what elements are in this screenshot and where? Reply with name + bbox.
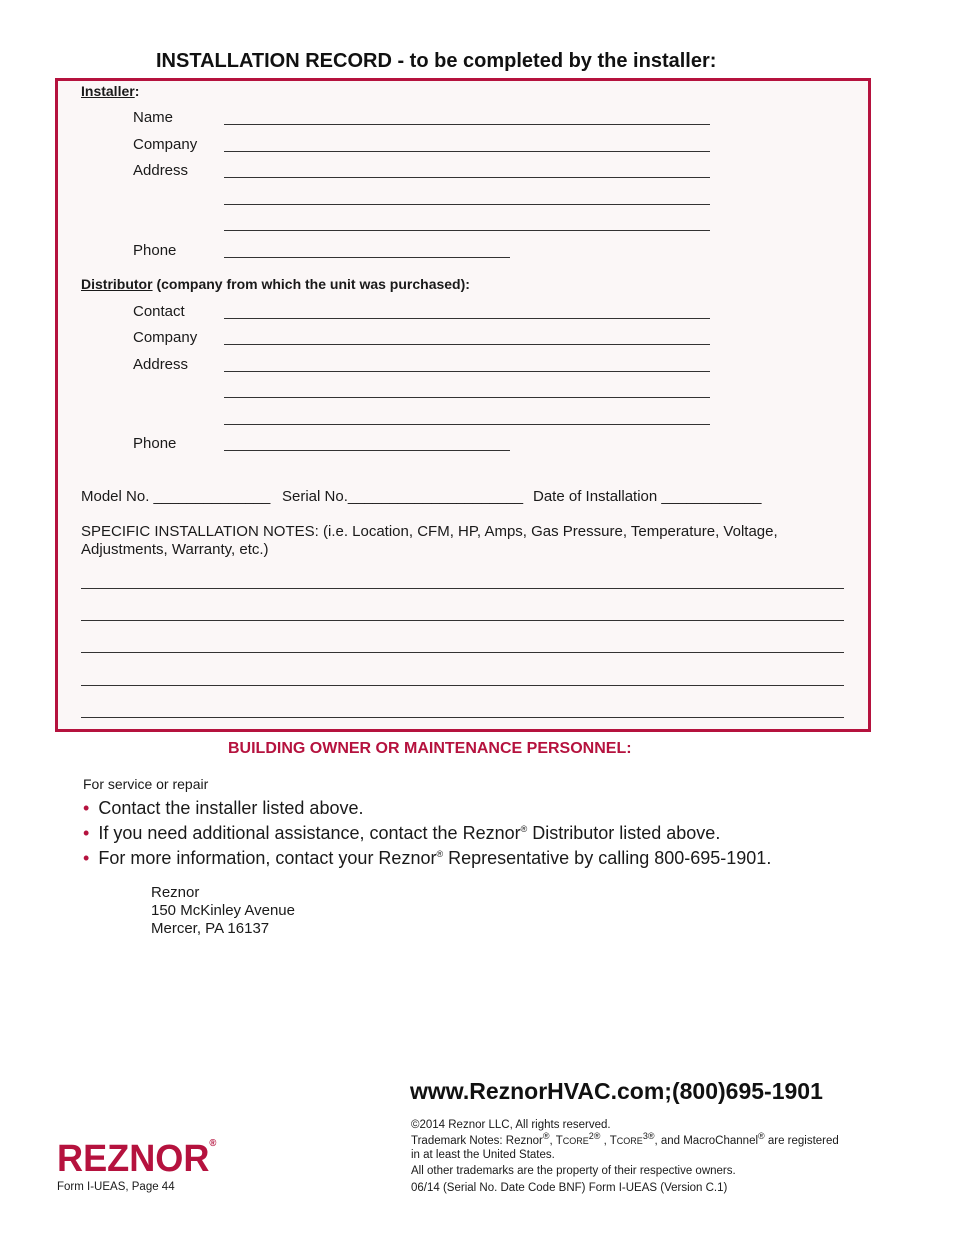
- logo-registered-mark: ®: [209, 1138, 217, 1149]
- notes-heading: SPECIFIC INSTALLATION NOTES: (i.e. Location, CFM, HP, Amps, Gas Pressure, Temperature, Voltage,: [81, 523, 778, 540]
- distributor-label: Distributor: [81, 276, 153, 292]
- installer-name-field[interactable]: [224, 124, 710, 125]
- address-line-1: Reznor: [151, 884, 200, 901]
- address-line-3: Mercer, PA 16137: [151, 920, 270, 937]
- distributor-phone-field[interactable]: [224, 450, 510, 451]
- installer-label: Installer: [81, 83, 135, 99]
- registered-mark: ®: [758, 1131, 765, 1142]
- installer-address-field-1[interactable]: [224, 177, 710, 178]
- installer-company-label: Company: [133, 136, 198, 153]
- trademark-text: Trademark Notes: Reznor: [411, 1135, 543, 1147]
- bullet-text-3a: For more information, contact your Reznor: [98, 848, 437, 868]
- model-number-field[interactable]: Model No. ______________: [81, 488, 271, 505]
- bullet-text-2b: Distributor listed above.: [527, 823, 721, 843]
- distributor-address-field-1[interactable]: [224, 371, 710, 372]
- bullet-item-1: [83, 798, 363, 819]
- bullet-text-2a: If you need additional assistance, contact the Reznor: [98, 823, 521, 843]
- bullet-icon: •: [83, 798, 90, 818]
- bullet-icon: •: [83, 823, 90, 843]
- distributor-section-heading: [81, 276, 470, 292]
- tcore3-mark: 3®: [642, 1131, 655, 1142]
- trademark-notes-continued: in at least the United States.: [411, 1149, 555, 1161]
- trademark-notes: [411, 1131, 839, 1147]
- version-info: 06/14 (Serial No. Date Code BNF) Form I-UEAS (Version C.1): [411, 1182, 728, 1194]
- bullet-item-2: [83, 823, 720, 844]
- distributor-address-field-2[interactable]: [224, 397, 710, 398]
- installer-name-label: Name: [133, 109, 174, 126]
- installer-address-label: Address: [133, 162, 189, 179]
- bullet-text-1: Contact the installer listed above.: [98, 798, 364, 818]
- reznor-logo: [57, 1138, 216, 1181]
- trademark-text: , and MacroChannel: [654, 1135, 759, 1147]
- registered-mark: ®: [436, 849, 444, 859]
- logo-text: REZNOR: [57, 1138, 210, 1180]
- trademark-text: , T: [549, 1135, 563, 1147]
- bullet-icon: •: [83, 848, 90, 868]
- distributor-phone-label: Phone: [133, 435, 177, 452]
- trademark-text: , T: [600, 1135, 617, 1147]
- distributor-address-field-3[interactable]: [224, 424, 710, 425]
- service-intro: For service or repair: [83, 776, 209, 792]
- website-phone[interactable]: www.ReznorHVAC.com;(800)695-1901: [410, 1078, 823, 1104]
- notes-line-3[interactable]: [81, 652, 844, 653]
- bullet-item-3: [83, 848, 771, 869]
- serial-number-field[interactable]: Serial No._____________________: [282, 488, 524, 505]
- installer-company-field[interactable]: [224, 151, 710, 152]
- notes-line-4[interactable]: [81, 685, 844, 686]
- notes-line-1[interactable]: [81, 588, 844, 589]
- tcore-text: CORE: [562, 1136, 589, 1146]
- installer-address-field-2[interactable]: [224, 204, 710, 205]
- installation-date-field[interactable]: Date of Installation ____________: [533, 488, 762, 505]
- owner-heading: BUILDING OWNER OR MAINTENANCE PERSONNEL:: [228, 740, 632, 757]
- bullet-text-3b: Representative by calling 800-695-1901.: [443, 848, 772, 868]
- notes-heading-continued: Adjustments, Warranty, etc.): [81, 541, 269, 558]
- distributor-label-rest: (company from which the unit was purchased):: [152, 276, 470, 292]
- distributor-contact-label: Contact: [133, 303, 185, 320]
- tcore-text: CORE: [616, 1136, 643, 1146]
- other-trademarks: All other trademarks are the property of their respective owners.: [411, 1165, 736, 1177]
- installer-colon: :: [134, 83, 140, 99]
- tcore2-mark: 2®: [588, 1131, 601, 1142]
- installer-address-field-3[interactable]: [224, 230, 710, 231]
- distributor-address-label: Address: [133, 356, 189, 373]
- notes-line-5[interactable]: [81, 717, 844, 718]
- trademark-text: are registered: [764, 1135, 839, 1147]
- installer-phone-label: Phone: [133, 242, 177, 259]
- notes-line-2[interactable]: [81, 620, 844, 621]
- distributor-company-field[interactable]: [224, 344, 710, 345]
- copyright-text: ©2014 Reznor LLC, All rights reserved.: [411, 1119, 611, 1131]
- page-title: INSTALLATION RECORD - to be completed by the installer:: [156, 50, 717, 72]
- distributor-company-label: Company: [133, 329, 198, 346]
- distributor-contact-field[interactable]: [224, 318, 710, 319]
- installer-phone-field[interactable]: [224, 257, 510, 258]
- registered-mark: ®: [520, 824, 528, 834]
- address-line-2: 150 McKinley Avenue: [151, 902, 295, 919]
- installer-section-heading: [81, 83, 139, 99]
- company-address: [151, 884, 295, 938]
- registered-mark: ®: [542, 1131, 550, 1142]
- form-page-number: Form I-UEAS, Page 44: [57, 1181, 175, 1193]
